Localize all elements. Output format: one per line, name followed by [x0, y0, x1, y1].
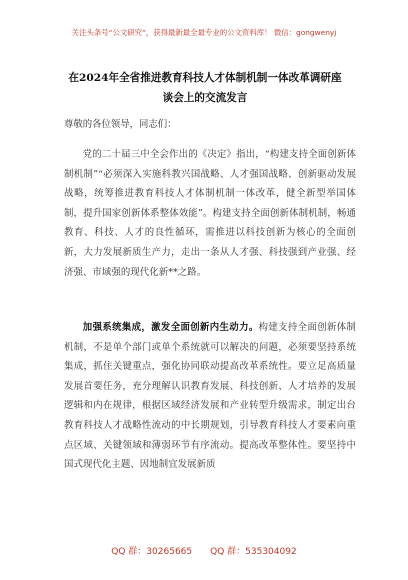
paragraph-2-body: 构建支持全面创新体制机制，不是单个部门或单个系统就可以解决的问题，必须要坚持系统集成，抓住关键重点，强化协同联动提高改革系统性。要立足高质量发展首要任务，充分理解认识教育发展、科技创新、人才培养的发展逻辑和内在规律，根据区域经济发展和产业转型升级需求，制定出台教育科技人才战略性流动的中长期规划，引导教育科技人才要素向重点区域、关键领域和薄弱环节有序流动。提高改革整体性。要坚持中国式现代化主题、因地制宜发展新质 — [64, 322, 356, 471]
qq-group-right: QQ 群：535304092 — [210, 547, 297, 557]
paragraph-2-lead: 加强系统集成，激发全面创新内生动力。 — [82, 322, 259, 333]
paragraph-1: 党的二十届三中全会作出的《决定》指出，“构建支持全面创新体制机制”“必须深入实施科教兴国战略、人才强国战略、创新驱动发展战略，统筹推进教育科技人才体制机制一体改革，健全新型举国体制，提升国家创新体系整体效能”。构建支持全面创新体制机制，畅通教育、科技、人才的良性循环，需推进以科技创新为核心的全面创新，大力发展新质生产力，走出一条从人才强、科技强到产业强、经济强、市域强的现代化新**之路。 — [64, 149, 356, 278]
title-line-2: 谈会上的交流发言 — [162, 92, 248, 104]
greeting: 尊敬的各位领导，同志们： — [64, 119, 177, 130]
paragraph-2 — [64, 318, 356, 475]
promo-banner: 关注头条号“公文研究”，获得最新最全最专业的公文资料库！ 微信：gongwenyj — [71, 28, 337, 37]
qq-group-left: QQ 群：30265665 — [111, 547, 193, 557]
title-line-1: 在2024年全省推进教育科技人才体制机制一体改革调研座 — [68, 72, 342, 84]
footer-qq-groups — [0, 544, 408, 557]
document-title — [40, 68, 370, 108]
